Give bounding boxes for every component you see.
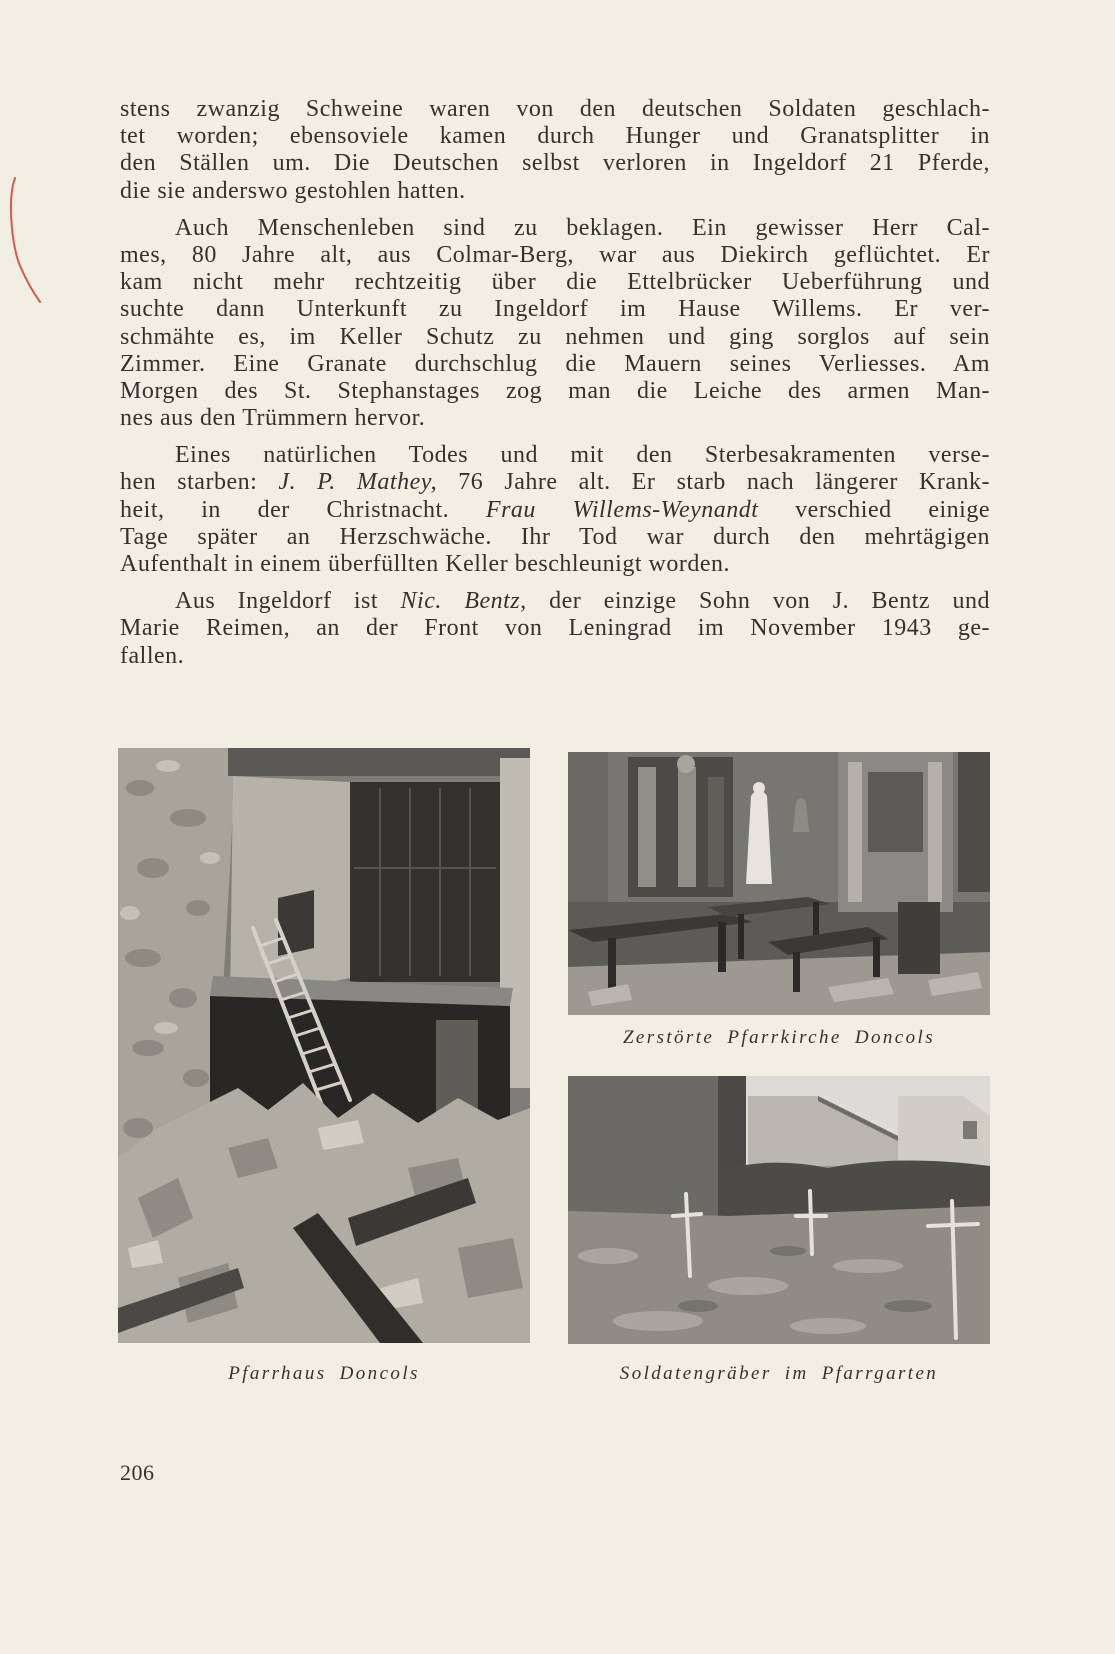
text-segment: tet worden; ebensoviele kamen durch Hunger und Granatsplitter in [120, 123, 990, 150]
emphasized-name: Nic. Bentz, [400, 588, 527, 615]
text-segment: Marie Reimen, an der Front von Leningrad im November 1943 ge- [120, 615, 990, 642]
text-segment: heit, in der Christnacht. [120, 496, 486, 523]
text-segment: Zimmer. Eine Granate durchschlug die Mauern seines Verliesses. Am [120, 350, 990, 377]
text-segment: Auch Menschenleben sind zu beklagen. Ein gewisser Herr Cal- [175, 214, 990, 241]
text-segment: Aus Ingeldorf ist [175, 588, 401, 615]
text-line [120, 296, 990, 323]
text-segment: verschied einige [758, 496, 991, 523]
text-line [120, 150, 990, 177]
text-line [120, 497, 990, 524]
text-line [120, 442, 990, 469]
text-line [120, 643, 990, 670]
text-line [120, 405, 990, 432]
red-margin-mark [0, 170, 50, 310]
text-segment: hen starben: [120, 469, 279, 496]
text-segment: 76 Jahre alt. Er starb nach längerer Krank- [437, 469, 991, 496]
figure-pfarrkirche [568, 752, 990, 1015]
paragraph-natural-deaths [120, 442, 990, 578]
text-line [120, 96, 990, 123]
text-line [120, 351, 990, 378]
side-altar [568, 752, 733, 902]
body-text [120, 96, 990, 680]
emphasized-name: J. P. Mathey, [278, 469, 438, 496]
text-segment: kam nicht mehr rechtzeitig über die Ettelbrücker Ueberführung und [120, 269, 990, 296]
photo-pfarrkirche [568, 752, 990, 1015]
text-line [120, 469, 990, 496]
text-segment: suchte dann Unterkunft zu Ingeldorf im Hause Willems. Er ver- [120, 296, 990, 323]
photo-soldatengraeber [568, 1076, 990, 1344]
figure-soldatengraeber [568, 1076, 990, 1344]
text-line [120, 551, 990, 578]
figure-pfarrhaus [118, 748, 530, 1343]
text-segment: die sie anderswo gestohlen hatten. [120, 177, 466, 204]
caption-pfarrkirche: Zerstörte Pfarrkirche Doncols [622, 1027, 936, 1048]
text-segment: Morgen des St. Stephanstages zog man die Leiche des armen Man- [120, 377, 990, 404]
emphasized-name: Frau Willems-Weynandt [485, 496, 759, 523]
text-segment: Eines natürlichen Todes und mit den Sterbesakramenten verse- [175, 442, 990, 469]
text-segment: schmähte es, im Keller Schutz zu nehmen und ging sorglos auf sein [120, 323, 990, 350]
text-line [120, 178, 990, 205]
text-segment: der einzige Sohn von J. Bentz und [526, 588, 990, 615]
paragraph-livestock [120, 96, 990, 205]
photo-pfarrhaus [118, 748, 530, 1343]
text-segment: stens zwanzig Schweine waren von den deutschen Soldaten geschlach- [120, 96, 990, 122]
paragraph-bentz [120, 588, 990, 670]
text-segment: fallen. [120, 642, 185, 669]
text-line [120, 588, 990, 615]
text-line [120, 269, 990, 296]
text-line [120, 378, 990, 405]
text-line [120, 123, 990, 150]
text-segment: Tage später an Herzschwäche. Ihr Tod war durch den mehrtägigen [120, 523, 990, 550]
caption-soldatengraeber: Soldatengräber im Pfarrgarten [619, 1363, 939, 1384]
rubble [118, 1083, 530, 1343]
text-line [120, 242, 990, 269]
page-number: 206 [120, 1460, 155, 1485]
main-altar [838, 752, 990, 912]
caption-pfarrhaus: Pfarrhaus Doncols [228, 1363, 420, 1384]
paragraph-calmes [120, 215, 990, 433]
text-segment: nes aus den Trümmern hervor. [120, 405, 426, 432]
text-line [120, 324, 990, 351]
text-segment: den Ställen um. Die Deutschen selbst verloren in Ingeldorf 21 Pferde, [120, 150, 990, 177]
text-segment: Aufenthalt in einem überfüllten Keller beschleunigt worden. [120, 551, 730, 577]
text-line [120, 215, 990, 242]
text-line [120, 524, 990, 551]
text-line [120, 615, 990, 642]
text-segment: mes, 80 Jahre alt, aus Colmar-Berg, war aus Diekirch geflüchtet. Er [120, 241, 990, 268]
